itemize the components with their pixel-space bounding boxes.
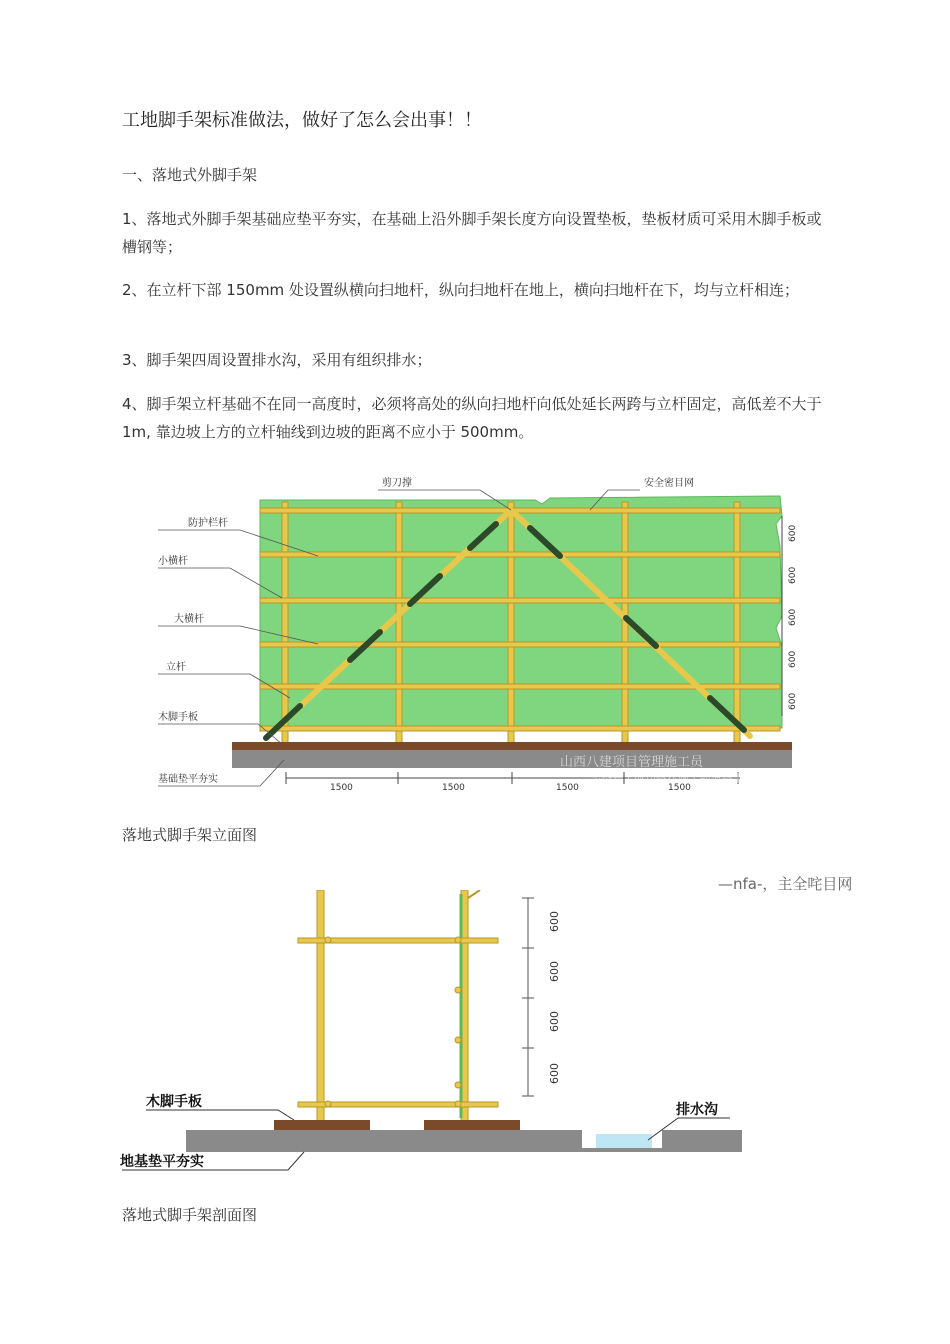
watermark-3: 头条号 / 成功路在施工的道路上 (462, 1157, 630, 1171)
dim-side-1: 600 (788, 524, 798, 542)
scaffold-elevation-figure (150, 466, 810, 796)
dim2-side-1: 600 (548, 911, 561, 932)
dim-side-3: 600 (788, 608, 798, 626)
paragraph-4: 4、脚手架立杆基础不在同一高度时，必须将高处的纵向扫地杆向低处延长两跨与立杆固定，高低差不大于 1m, 靠边坡上方的立杆轴线到边坡的距离不应小于 500mm。 (122, 395, 822, 441)
dim2-side-2: 600 (548, 961, 561, 982)
dim-side-4: 600 (788, 650, 798, 668)
label2-drain: 排水沟 (676, 1102, 718, 1118)
dim2-side-3: 600 (548, 1011, 561, 1032)
section-heading: 一、落地式外脚手架 (122, 166, 258, 184)
scaffold-section-figure (118, 890, 758, 1175)
paragraph-3: 3、脚手架四周设置排水沟，采用有组织排水； (122, 351, 432, 369)
dim-bottom-3: 1500 (556, 783, 579, 793)
label2-foundation: 地基垫平夯实 (120, 1154, 204, 1170)
dim-bottom-1: 1500 (330, 783, 353, 793)
dim-bottom-4: 1500 (668, 783, 691, 793)
label2-wood-board: 木脚手板 (146, 1094, 202, 1110)
dim-side-5: 600 (788, 692, 798, 710)
figure2-caption: 落地式脚手架剖面图 (122, 1206, 258, 1224)
watermark-2: 头条号 / 成功路在施工的道路上 (590, 772, 744, 785)
page-title: 工地脚手架标准做法，做好了怎么会出事！！ (122, 110, 482, 131)
label-safety-net: 安全密目网 (644, 478, 694, 489)
label-guardrail: 防护栏杆 (188, 518, 228, 529)
dim2-side-4: 600 (548, 1063, 561, 1084)
side-watermark-text: —nfa-，主全咤目网 (718, 875, 853, 893)
label-small-bar: 小横杆 (158, 556, 188, 567)
label-big-bar: 大横杆 (174, 614, 204, 625)
watermark-1: 山西八建项目管理施工员 (560, 755, 704, 770)
dim-bottom-2: 1500 (442, 783, 465, 793)
paragraph-1: 1、落地式外脚手架基础应垫平夯实，在基础上沿外脚手架长度方向设置垫板，垫板材质可采用木脚手板或槽钢等； (122, 210, 822, 256)
label-pole: 立杆 (166, 662, 186, 673)
label-jiandaocheng: 剪刀撑 (382, 478, 412, 489)
label-foundation: 基础垫平夯实 (158, 774, 218, 785)
paragraph-2: 2、在立杆下部 150mm 处设置纵横向扫地杆，纵向扫地杆在地上，横向扫地杆在下，均与立杆相连； (122, 281, 799, 299)
label-wood-board: 木脚手板 (158, 712, 198, 723)
figure1-caption: 落地式脚手架立面图 (122, 826, 258, 844)
dim-side-2: 600 (788, 566, 798, 584)
